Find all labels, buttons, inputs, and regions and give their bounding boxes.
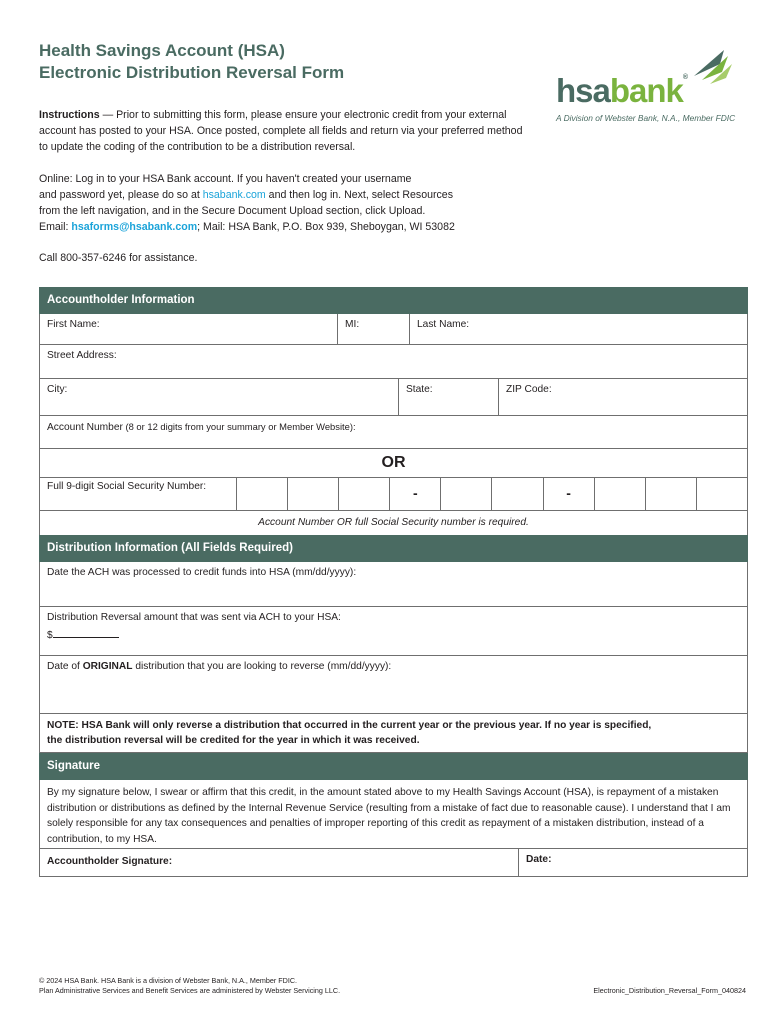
mi-field[interactable]: MI: [338, 314, 410, 344]
distribution-section-header: Distribution Information (All Fields Required) [39, 535, 748, 562]
required-note: Account Number OR full Social Security number is required. [39, 511, 748, 535]
reversal-amount-field[interactable]: Distribution Reversal amount that was sent via ACH to your HSA: $ [47, 612, 341, 641]
form-subtitle: Electronic Distribution Reversal Form [39, 63, 345, 82]
ssn-digit-box[interactable] [492, 478, 543, 510]
ssn-digit-box[interactable] [441, 478, 492, 510]
city-field[interactable]: City: [40, 379, 399, 415]
logo-wordmark: hsabank® [556, 72, 688, 109]
affirmation-text: By my signature below, I swear or affirm that this credit, in the amount stated above to my Health Savings Account (HSA), is repayment of a mistaken distribution or distributions as defined by the Internal Revenue Service (resulting from a mistake of fact due to reasonable cause). I understand that I am solely responsible for any tax consequences and penalties of improper reporting of this credit as repayment of a mistaken distribution, instead of a contribution, to my HSA. [47, 787, 731, 845]
accountholder-signature-field[interactable]: Accountholder Signature: [40, 849, 519, 876]
logo-tagline: A Division of Webster Bank, N.A., Member FDIC [556, 113, 736, 123]
zip-code-field[interactable]: ZIP Code: [506, 384, 552, 395]
form-id: Electronic_Distribution_Reversal_Form_040824 [593, 986, 746, 995]
instructions-text: Instructions — Prior to submitting this form, please ensure your electronic credit from your external account has posted to your HSA. Once posted, complete all fields and return via your preferred method to update the coding of the contribution to be a distribution reversal. [39, 109, 523, 153]
first-name-field[interactable]: First Name: [40, 314, 338, 344]
signature-section-header: Signature [39, 753, 748, 780]
original-distribution-date-field[interactable]: Date of ORIGINAL distribution that you are looking to reverse (mm/dd/yyyy): [47, 661, 392, 672]
logo-arrow-icon [684, 46, 734, 86]
or-separator: OR [39, 449, 748, 477]
ach-date-field[interactable]: Date the ACH was processed to credit funds into HSA (mm/dd/yyyy): [47, 567, 357, 578]
ssn-field[interactable] [39, 477, 748, 511]
ssn-digit-box[interactable] [288, 478, 339, 510]
footer-copyright: © 2024 HSA Bank. HSA Bank is a division of Webster Bank, N.A., Member FDIC. Plan Administrative Services and Benefit Services are administered by Webster Servicing LLC. [39, 976, 341, 995]
form-body [39, 287, 748, 877]
signature-date-field[interactable]: Date: [526, 854, 552, 865]
online-instructions: Online: Log in to your HSA Bank account. If you haven't created your username and password yet, please do so at hsabank.com and then log in. Next, select Resources from the left navigation, and in the Secure Document Upload section, click Upload. Email: hsaforms@hsabank.com; Mail: HSA Bank, P.O. Box 939, Sheboygan, WI 53082 [39, 173, 455, 233]
ssn-digit-box[interactable] [237, 478, 288, 510]
last-name-field[interactable]: Last Name: [417, 319, 470, 330]
form-title: Health Savings Account (HSA) [39, 41, 285, 60]
ssn-digit-box[interactable] [646, 478, 697, 510]
amount-blank[interactable] [53, 626, 119, 638]
ssn-digit-box[interactable] [697, 478, 747, 510]
ssn-digit-box[interactable] [595, 478, 646, 510]
ssn-digit-box[interactable] [339, 478, 390, 510]
state-field[interactable]: State: [399, 379, 499, 415]
ssn-label: Full 9-digit Social Security Number: [40, 478, 237, 510]
ssn-digit-box[interactable]: - [390, 478, 441, 510]
hsa-bank-logo [556, 46, 736, 126]
hsabank-link[interactable]: hsabank.com [202, 189, 266, 201]
ssn-digit-box[interactable]: - [544, 478, 595, 510]
distribution-note: NOTE: HSA Bank will only reverse a distribution that occurred in the current year or the previous year. If no year is specified, the distribution reversal will be credited for the year in which it was received. [47, 720, 652, 746]
account-number-field[interactable]: Account Number (8 or 12 digits from your summary or Member Website): [47, 421, 356, 433]
email-link[interactable]: hsaforms@hsabank.com [71, 221, 198, 233]
accountholder-section-header: Accountholder Information [39, 287, 748, 314]
street-address-field[interactable]: Street Address: [47, 350, 117, 361]
assistance-phone: Call 800-357-6246 for assistance. [39, 252, 198, 264]
